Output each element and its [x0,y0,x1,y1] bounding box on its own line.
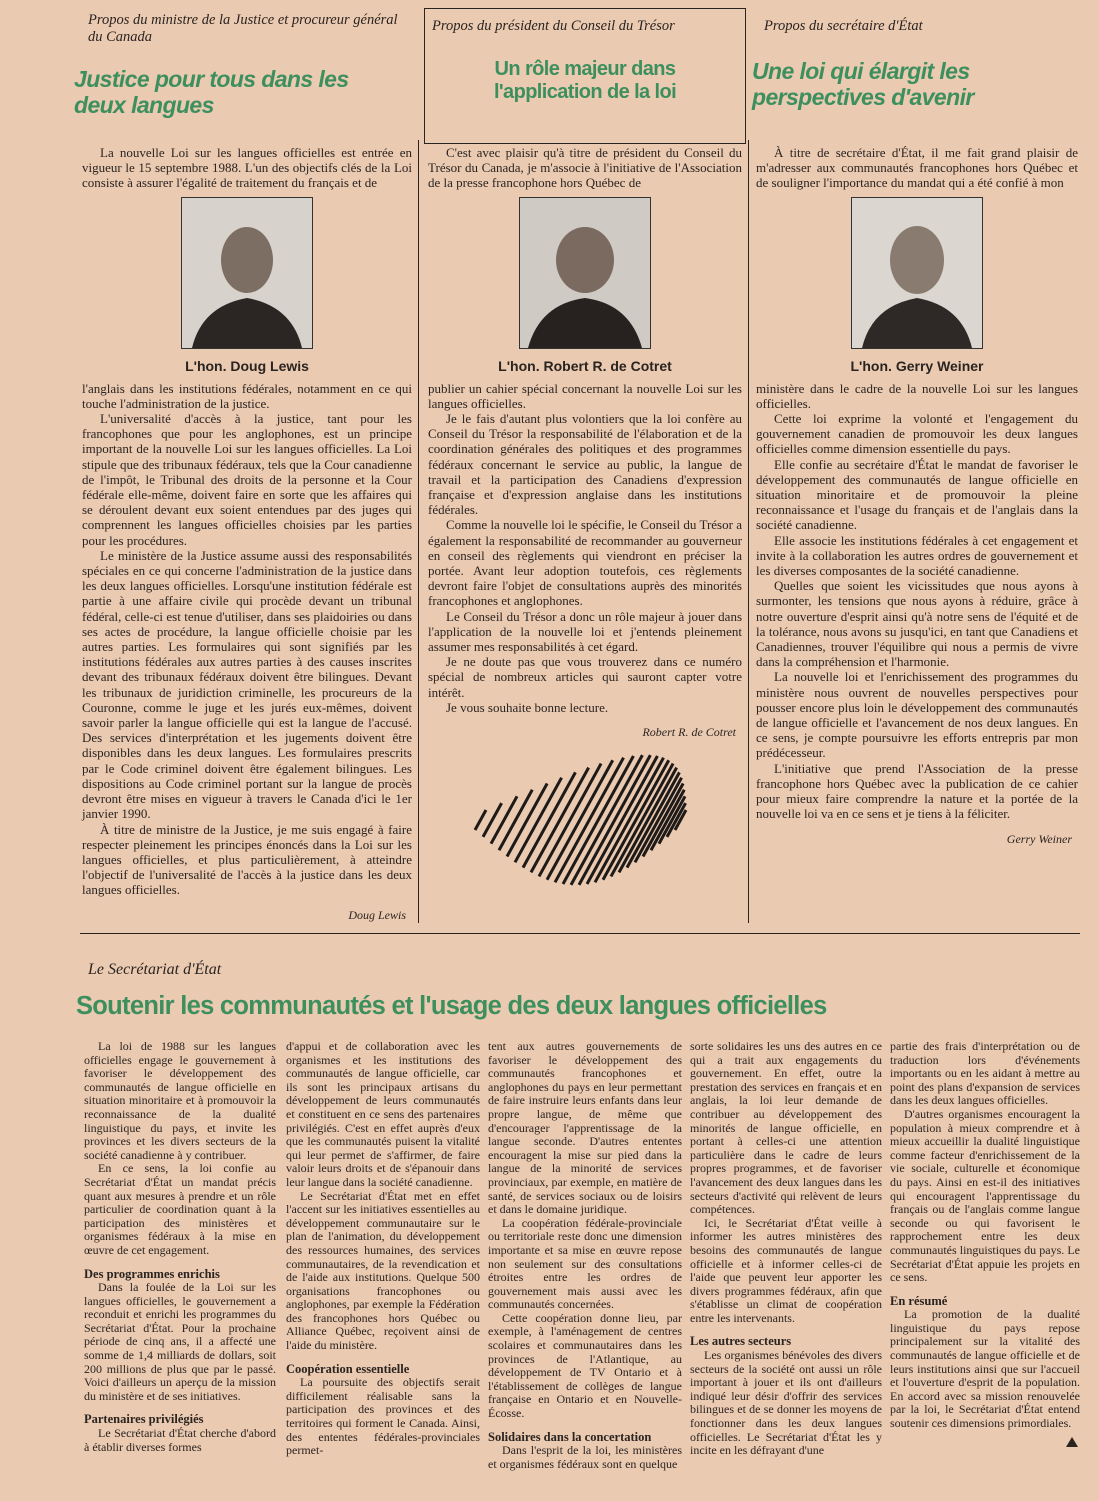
section-divider [80,933,1080,934]
paragraph: Je ne doute pas que vous trouverez dans ce numéro spécial de nombreux articles qui sauront capter votre intérêt. [428,654,742,700]
column-tresor [428,145,742,890]
paragraph: La coopération fédérale-provinciale ou territoriale reste donc une dimension importante et sa mise en œuvre repose non seulement sur des consultations étroites entre les ordres de gouvernement mais aussi avec les communautés concernées. [488,1215,682,1312]
section-subheading: Les autres secteurs [690,1334,792,1349]
kicker-secretaire: Propos du secrétaire d'État [764,18,923,34]
body-justice [82,381,412,898]
intro-secretaire [756,145,1078,191]
section-subheading: Coopération essentielle [286,1361,410,1376]
decorative-swoosh-graphic [455,750,715,890]
paragraph: Je le fais d'autant plus volontiers que la loi confère au Conseil du Trésor la responsabilité de l'élaboration et de la coordination générales des politiques et des programmes fédéraux concernant le service au public, la langue de travail et la participation des Canadiens d'expression française et d'expression anglaise dans les institutions fédérales. [428,411,742,518]
paragraph: publier un cahier spécial concernant la nouvelle Loi sur les langues officielles. [428,380,742,411]
paragraph: d'appui et de collaboration avec les organismes et les institutions des communautés de langue officielle, car ils sont les principaux artisans du développement de leurs communautés et constituent en ce sens des partenaires privilégiés. C'est en effet auprès d'eux que les communautés puisent la vitalité qui leur permet de s'affirmer, de faire valoir leurs droits et de s'épanouir dans leur langue dans la société canadienne. [286,1039,480,1189]
headline-secretariat: Soutenir les communautés et l'usage des deux langues officielles [76,992,827,1020]
secretariat-column-1 [84,1040,276,1454]
intro-justice [82,145,412,191]
swoosh-stroke [491,796,517,843]
column-secretaire [756,145,1078,847]
caption-gerry-weiner: L'hon. Gerry Weiner [850,357,984,374]
paragraph: Elle confie au secrétaire d'État le mandat de favoriser le développement des communautés de langue officielle en situation minoritaire et de promouvoir la pleine reconnaissance et l'usage du français et de l'anglais dans la société canadienne. [756,456,1078,533]
portrait-photo-icon [852,198,982,348]
paragraph: La loi de 1988 sur les langues officielles engage le gouvernement à favoriser le développement des communautés de langue officielle en situation minoritaire et à promouvoir la reconnaissance de la dualité linguistique du pays, et invite les provinces et les divers secteurs de la société canadienne à y contribuer. [84,1039,276,1162]
secretariat-column-4 [690,1040,882,1458]
headline-secretaire: Une loi qui élargit les perspectives d'avenir [752,58,974,110]
swoosh-stroke [571,755,642,885]
paragraph: Comme la nouvelle loi le spécifie, le Conseil du Trésor a également la responsabilité de recommander au gouverneur en conseil des règlements qui viendront en préciser la portée. Avant leur adoption toutefois, ces règlements devront faire l'objet de consultations auprès des minorités francophones et anglophones. [428,517,742,609]
kicker-tresor: Propos du président du Conseil du Trésor [432,18,675,34]
paragraph: Dans la foulée de la Loi sur les langues officielles, le gouvernement a reconduit et enrichi les programmes du Secrétariat d'État. Pour la prochaine période de cinq ans, il a affecté une somme de 1,4 milliards de dollars, soit 200 millions de plus que par le passé. Voici d'ailleurs un aperçu de la mission du ministère et de ses initiatives. [84,1280,276,1403]
paragraph: sorte solidaires les uns des autres en ce qui a trait aux engagements du gouvernement. En effet, outre la prestation des services en français et en anglais, la loi leur demande de contribuer au développement des minorités de langue officielle, en portant à celles-ci une attention particulière dans le cadre de leurs propres programmes, et de favoriser l'avancement des deux langues dans les secteurs d'activité qui relèvent de leurs compétences. [690,1039,882,1217]
paragraph: Quelles que soient les vicissitudes que nous ayons à surmonter, les tensions que nous ayons à réduire, grâce à notre ouverture d'esprit ainsi qu'à notre sens de l'équité et de la tolérance, nous avons su jusqu'ici, en tant que Canadiens et Canadiennes, trouver l'équilibre qui nous a permis de vivre dans la compréhension et l'harmonie. [756,578,1078,670]
section-subheading: Solidaires dans la concertation [488,1429,652,1444]
caption-doug-lewis: L'hon. Doug Lewis [185,357,309,374]
column-justice [82,145,412,923]
paragraph: Elle associe les institutions fédérales à cet engagement et invite à la collaboration les autres ordres de gouvernement et les diverses composantes de la société canadienne. [756,532,1078,579]
kicker-justice: Propos du ministre de la Justice et procureur général du Canada [88,12,398,45]
paragraph: Ici, le Secrétariat d'État veille à informer les autres ministères des besoins des communautés de langue officielle et à informer celles-ci de l'aide que peuvent leur apporter les divers programmes fédéraux, afin que s'établisse un climat de coopération entre les intervenants. [690,1215,882,1325]
paragraph: Le Secrétariat d'État cherche d'abord à établir diverses formes [84,1426,276,1454]
paragraph: L'universalité d'accès à la justice, tant pour les francophones que pour les anglophones, est un principe important de la nouvelle Loi sur les langues officielles. La Loi stipule que des tribunaux fédéraux, tels que la Cour canadienne de l'impôt, le Tribunal des droits de la personne et la Cour fédérale elle-même, doivent faire en sorte que les affaires qui se déroulent devant eux soient entendues par des juges qui comprennent les langues officielles choisies par les parties pour les procédures. [82,411,412,548]
paragraph: partie des frais d'interprétation ou de traduction lors d'événements importants ou en les aidant à mettre au point des plans d'expansion de services dans les deux langues officielles. [890,1039,1080,1108]
paragraph: Je vous souhaite bonne lecture. [446,699,609,715]
column-divider [748,140,749,923]
paragraph: Le Conseil du Trésor a donc un rôle majeur à jouer dans l'application de la nouvelle loi et j'entends pleinement assumer mes responsabilités à cet égard. [428,608,742,655]
paragraph: Les organismes bénévoles des divers secteurs de la société ont aussi un rôle important à jouer et ils ont d'ailleurs indiqué leur désir d'offrir des services bilingues et de se donner les moyens de fonctionner dans les deux langues officielles. Le Secrétariat d'État les y incite en les défrayant d'une [690,1348,882,1458]
swoosh-stroke [523,772,575,867]
paragraph: ministère dans le cadre de la nouvelle Loi sur les langues officielles. [756,380,1078,411]
secretariat-column-3 [488,1040,682,1471]
paragraph: Le Secrétariat d'État met en effet l'accent sur les initiatives essentielles au développement communautaire sur le plan de l'animation, du développement des ressources humaines, des services communautaires, de la revendication et de l'aide aux institutions. Quelque 500 organisations francophones ou anglophones, par exemple la Fédération des francophones hors Québec ou Alliance Québec, reçoivent ainsi de l'aide du ministère. [286,1188,480,1353]
signature-doug-lewis: Doug Lewis [348,907,406,922]
paragraph: À titre de ministre de la Justice, je me suis engagé à faire respecter pleinement les principes énoncés dans la Loi sur les langues officielles, et plus particulièrement, à atteindre l'objectif de l'universalité de l'accès à la justice dans les deux langues officielles. [82,821,412,898]
intro-paragraph: À titre de secrétaire d'État, il me fait grand plaisir de m'adresser aux communautés francophones hors Québec et de souligner l'importance du mandat qui a été confié à mon [756,145,1078,191]
paragraph: Cette loi exprime la volonté et l'engagement du gouvernement canadien de promouvoir les deux langues officielles comme dimension essentielle du pays. [756,411,1078,457]
intro-paragraph: La nouvelle Loi sur les langues officielles est entrée en vigueur le 15 septembre 1988. L'un des objectifs clés de la Loi consiste à assurer l'égalité de traitement du français et de [82,145,412,191]
paragraph: En ce sens, la loi confie au Secrétariat d'État un mandat précis quant aux mesures à prendre et un rôle particulier de coordination quant à la participation des ministères et organismes fédéraux à la mise en œuvre de cet engagement. [84,1161,276,1257]
intro-paragraph: C'est avec plaisir qu'à titre de président du Conseil du Trésor du Canada, je m'associe à l'initiative de l'Association de la presse francophone hors Québec de [428,145,742,191]
section-subheading: En résumé [890,1293,948,1308]
paragraph: La promotion de la dualité linguistique du pays repose principalement sur la vitalité des communautés de langue officielle et de leurs institutions ainsi que sur l'accueil et l'ouverture d'esprit de la population. En accord avec sa mission renouvelée par la loi, le Secrétariat d'État entend soutenir ces dimensions primordiales. [890,1307,1080,1431]
triangle-up-icon [1066,1437,1078,1447]
swoosh-stroke [507,784,547,857]
portrait-doug-lewis [181,197,313,349]
body-tresor [428,381,742,715]
paragraph: D'autres organismes encouragent la population à mieux comprendre et à mieux accueillir la dualité linguistique comme facteur d'enrichissement de la vie sociale, culturelle et économique du pays. Ainsi en est-il des initiatives qui encouragent l'apprentissage du français ou de l'anglais comme langue seconde ou qui favorisent le rapprochement entre les deux communautés linguistiques du pays. Le Secrétariat d'État appuie les projets en ce sens. [890,1106,1080,1285]
paragraph: tent aux autres gouvernements de favoriser le développement des communautés francophones et anglophones du pays en leur permettant de faire instruire leurs enfants dans leur propre langue, de même que d'encourager l'apprentissage de la langue seconde. D'autres ententes encouragent la mise sur pied dans la langue de la minorité de services provinciaux, par exemple, en matière de santé, de services sociaux ou de loisirs et dans le domaine juridique. [488,1039,682,1217]
headline-tresor: Un rôle majeur dans l'application de la loi [493,58,677,103]
section-subheading: Des programmes enrichis [84,1266,220,1281]
caption-robert-de-cotret: L'hon. Robert R. de Cotret [498,357,672,374]
portrait-gerry-weiner [851,197,983,349]
column-divider [418,140,419,923]
headline-justice: Justice pour tous dans les deux langues [74,66,349,118]
paragraph: Cette coopération donne lieu, par exemple, à l'aménagement de centres scolaires et communautaires dans les provinces de l'Atlantique, au développement de TV Ontario et à l'établissement de collèges de langue française en Ontario et en Nouvelle-Écosse. [488,1310,682,1421]
secretariat-column-2 [286,1040,480,1458]
paragraph: Le ministère de la Justice assume aussi des responsabilités spéciales en ce qui concerne l'administration de la justice dans les deux langues officielles. Lorsqu'une institution fédérale est partie à une affaire civile qui procède devant un tribunal fédéral, celle-ci est tenue d'utiliser, dans ses plaidoiries ou dans ses actes de procédure, la langue officielle choisie par les autres parties. Les formulaires qui sont signifiés par les institutions fédérales aux autres parties à des causes inscrites devant des tribunaux fédéraux doivent être bilingues. Devant les tribunaux de juridiction criminelle, les procureurs de la Couronne, comme le juge et les jurés eux-mêmes, doivent savoir parler la langue officielle qui est la langue de l'accusé. Des services d'interprétation et les jugements doivent être disponibles dans les deux langues. Les formulaires prescrits par le Code criminel doivent être également bilingues. Les dispositions au Code criminel portant sur la langue de procès devront être mises en vigueur à travers le Canada d'ici le 1er janvier 1990. [82,547,412,822]
swoosh-stroke [475,810,486,830]
paragraph: l'anglais dans les institutions fédérales, notamment en ce qui touche l'administration de la justice. [82,380,412,411]
portrait-photo-icon [182,198,312,348]
paragraph: La nouvelle loi et l'enrichissement des programmes du ministère nous ouvrent de nouvelles perspectives pour pousser encore plus loin le développement des communautés de langue officielle et l'avancement de nos deux langues. En ce sens, je compte poursuivre les efforts entrepris par mon prédécesseur. [756,669,1078,761]
portrait-photo-icon [520,198,650,348]
secretariat-column-5 [890,1040,1080,1431]
intro-tresor [428,145,742,191]
section-subheading: Partenaires privilégiés [84,1412,204,1427]
signature-robert-de-cotret: Robert R. de Cotret [642,725,736,740]
body-secretaire [756,381,1078,822]
paragraph: L'initiative que prend l'Association de la presse francophone hors Québec avec la publication de ce cahier pour mieux faire comprendre la nature et la portée de la nouvelle loi va en ce sens et je tiens à la féliciter. [756,760,1078,822]
paragraph: La poursuite des objectifs serait difficilement réalisable sans la participation des provinces et des territoires qui forment le Canada. Ainsi, des ententes fédérales-provinciales permet- [286,1375,480,1458]
signature-gerry-weiner: Gerry Weiner [1006,831,1072,846]
swoosh-stroke [547,760,613,880]
paragraph: Dans l'esprit de la loi, les ministères et organismes fédéraux sont en quelque [488,1443,682,1471]
portrait-robert-de-cotret [519,197,651,349]
kicker-secretariat: Le Secrétariat d'État [88,961,222,978]
